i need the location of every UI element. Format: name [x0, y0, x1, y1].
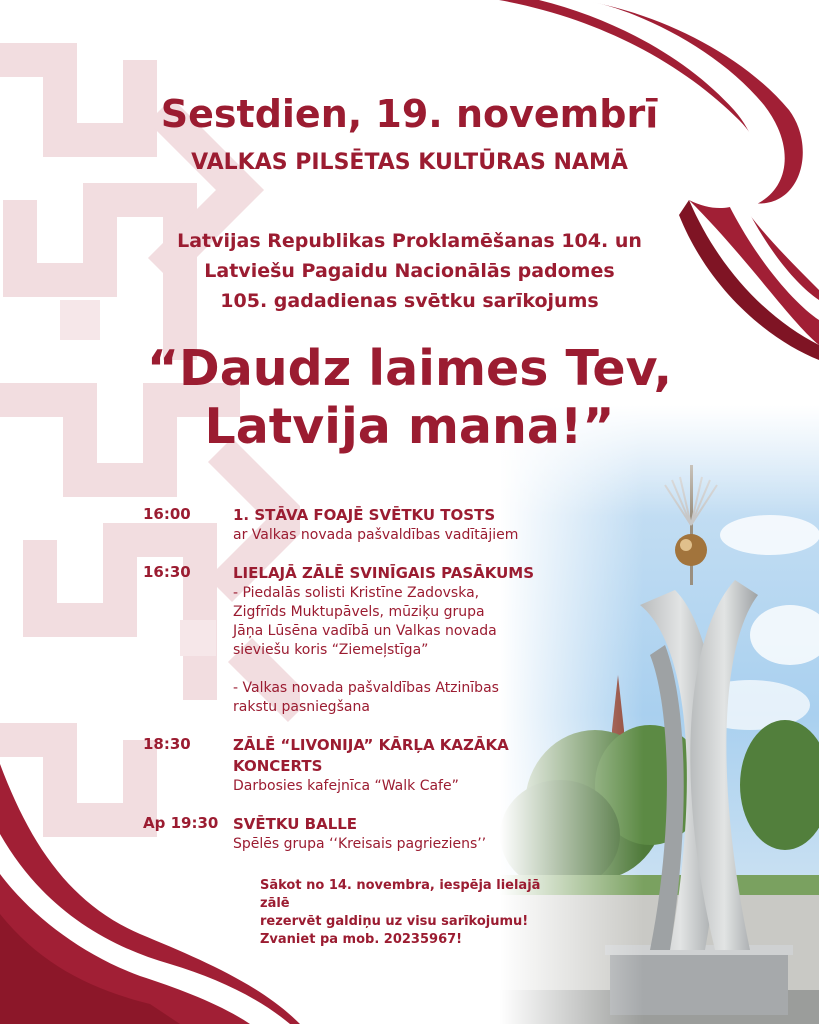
description-line: Latvijas Republikas Proklamēšanas 104. un — [177, 230, 642, 252]
schedule-item — [143, 563, 543, 717]
schedule-detail: Darbosies kafejnīca “Walk Cafe” — [233, 778, 459, 794]
schedule-detail: sieviešu koris “Ziemeļstīga” — [233, 642, 429, 658]
schedule-detail: - Valkas novada pašvaldības Atzinības — [233, 680, 499, 696]
schedule-time: 16:30 — [143, 563, 191, 581]
description-line: Latviešu Pagaidu Nacionālās padomes — [204, 260, 615, 282]
note-line: Sākot no 14. novembra, iespēja lielajā zālē — [260, 878, 541, 911]
schedule-title: 1. STĀVA FOAJĒ SVĒTKU TOSTS — [233, 506, 496, 524]
schedule-time: 18:30 — [143, 735, 191, 753]
schedule-detail: Zigfrīds Muktupāvels, mūziķu grupa — [233, 604, 485, 620]
schedule-detail: - Piedalās solisti Kristīne Zadovska, — [233, 585, 480, 601]
schedule-detail: rakstu pasniegšana — [233, 699, 370, 715]
event-schedule — [143, 505, 543, 872]
schedule-time: Ap 19:30 — [143, 814, 219, 832]
schedule-title: ZĀLĒ “LIVONIJA” KĀRĻA KAZĀKA — [233, 736, 509, 754]
note-line: Zvaniet pa mob. 20235967! — [260, 932, 463, 947]
event-venue: VALKAS PILSĒTAS KULTŪRAS NAMĀ — [191, 150, 628, 175]
schedule-detail: ar Valkas novada pašvaldības vadītājiem — [233, 527, 519, 543]
slogan-line: Latvija mana!” — [204, 398, 615, 455]
schedule-item — [143, 814, 543, 854]
schedule-title: KONCERTS — [233, 757, 323, 775]
schedule-item — [143, 505, 543, 545]
schedule-detail: Jāņa Lūsēna vadībā un Valkas novada — [233, 623, 497, 639]
slogan-line: “Daudz laimes Tev, — [146, 340, 673, 397]
event-description — [0, 226, 819, 316]
schedule-item — [143, 735, 543, 796]
event-slogan — [0, 340, 819, 456]
event-date: Sestdien, 19. novembrī — [160, 92, 659, 136]
schedule-detail: Spēlēs grupa ‘‘Kreisais pagrieziens’’ — [233, 836, 487, 852]
schedule-title: SVĒTKU BALLE — [233, 815, 358, 833]
description-line: 105. gadadienas svētku sarīkojums — [220, 290, 599, 312]
schedule-title: LIELAJĀ ZĀLĒ SVINĪGAIS PASĀKUMS — [233, 564, 535, 582]
reservation-note — [260, 877, 560, 949]
schedule-time: 16:00 — [143, 505, 191, 523]
note-line: rezervēt galdiņu uz visu sarīkojumu! — [260, 914, 529, 929]
